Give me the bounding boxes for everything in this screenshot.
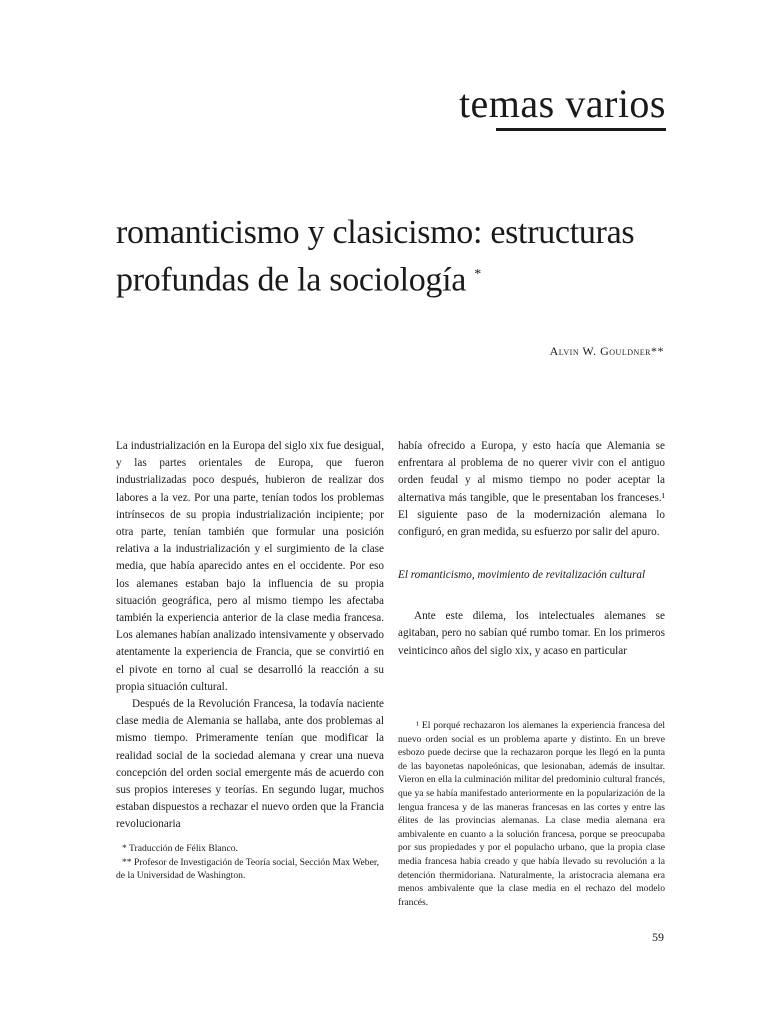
section-title: temas varios (458, 81, 666, 126)
body-paragraph: había ofrecido a Europa, y esto hacía que Alemania se enfrentara al problema de no querer vivir con el antiguo orden feudal y al mismo tiempo no poder aceptar la alternativa más tangible, que le presentaban los franceses.¹ El siguiente paso de la modernización alemana lo configuró, en gran medida, su esfuerzo por salir del apuro. (398, 440, 665, 539)
footnote-affiliation: ** Profesor de Investigación de Teoría social, Sección Max Weber, de la Universidad de Washington. (116, 856, 380, 882)
left-column (116, 438, 384, 834)
footnotes-right (398, 719, 665, 909)
section-rule (496, 128, 666, 131)
page-number: 59 (652, 930, 664, 944)
body-paragraph: Ante este dilema, los intelectuales alemanes se agitaban, pero no sabían qué rumbo tomar. En los primeros veinticinco años del siglo xix, y acaso en particular (398, 610, 665, 657)
body-paragraph: Después de la Revolución Francesa, la todavía naciente clase media de Alemania se hallaba, ante dos problemas al mismo tiempo. Primeramente tenían que modificar la realidad social de la sociedad alemana y crear una nueva concepción del orden social emergente más de acuerdo con sus propios intereses y teorías. En segundo lugar, muchos estaban dispuestos a rechazar el nuevo orden que la Francia revolucionaria (116, 698, 384, 831)
section-subheading: El romanticismo, movimiento de revitalización cultural (398, 569, 646, 582)
article-title (116, 212, 656, 301)
body-paragraph: La industrialización en la Europa del siglo xix fue desigual, y las partes orientales de Europa, que fueron industrializadas poco después, hubieron de realizar dos labores a la vez. Por una parte, tenían todos los problemas intrínsecos de su propia industrialización incipiente; por otra parte, tenían también que formular una posición relativa a la industrialización y el surgimiento de la clase media, que había aparecido antes en el occidente. Por eso los alemanes estaban bajo la influencia de su propia situación geográfica, pero al mismo tiempo les afectaba también la experiencia anterior de la clase media francesa. Los alemanes habían analizado intensivamente y observado atentamente la experiencia de Francia, que se convirtió en el pivote en torno al cual se desarrolló la reacción a su propia situación cultural. (116, 440, 384, 693)
article-title-text: romanticismo y clasicismo: estructuras profundas de la sociología (116, 214, 635, 299)
footnote-translation: * Traducción de Félix Blanco. (122, 843, 238, 854)
footnotes-left (116, 842, 384, 883)
footnote-1: ¹ El porqué rechazaron los alemanes la experiencia francesa del nuevo orden social es un problema aparte y distinto. En un breve esbozo puede decirse que la rechazaron porque les llegó en la punta de las bayonetas napoleónicas, que lesionaban, además de insultar. Vieron en ella la culminación militar del predominio cultural francés, que ya se había manifestado anteriormente en la popularización de la lengua francesa y de las maneras francesas en las cortes y entre las élites de las provincias alemanas. La clase media alemana era ambivalente en cuanto a la solución francesa, porque se preocupaba por sus propiedades y por el populacho urbano, que la propia clase media francesa había creado y que había llevado su revolución a la detención thermidoriana. Naturalmente, la aristocracia alemana era menos ambivalente que la clase media en el rechazo del modelo francés. (398, 720, 665, 908)
right-column (398, 438, 665, 660)
title-footnote-mark: * (474, 267, 481, 282)
author-name: Alvin W. Gouldner** (549, 344, 664, 358)
